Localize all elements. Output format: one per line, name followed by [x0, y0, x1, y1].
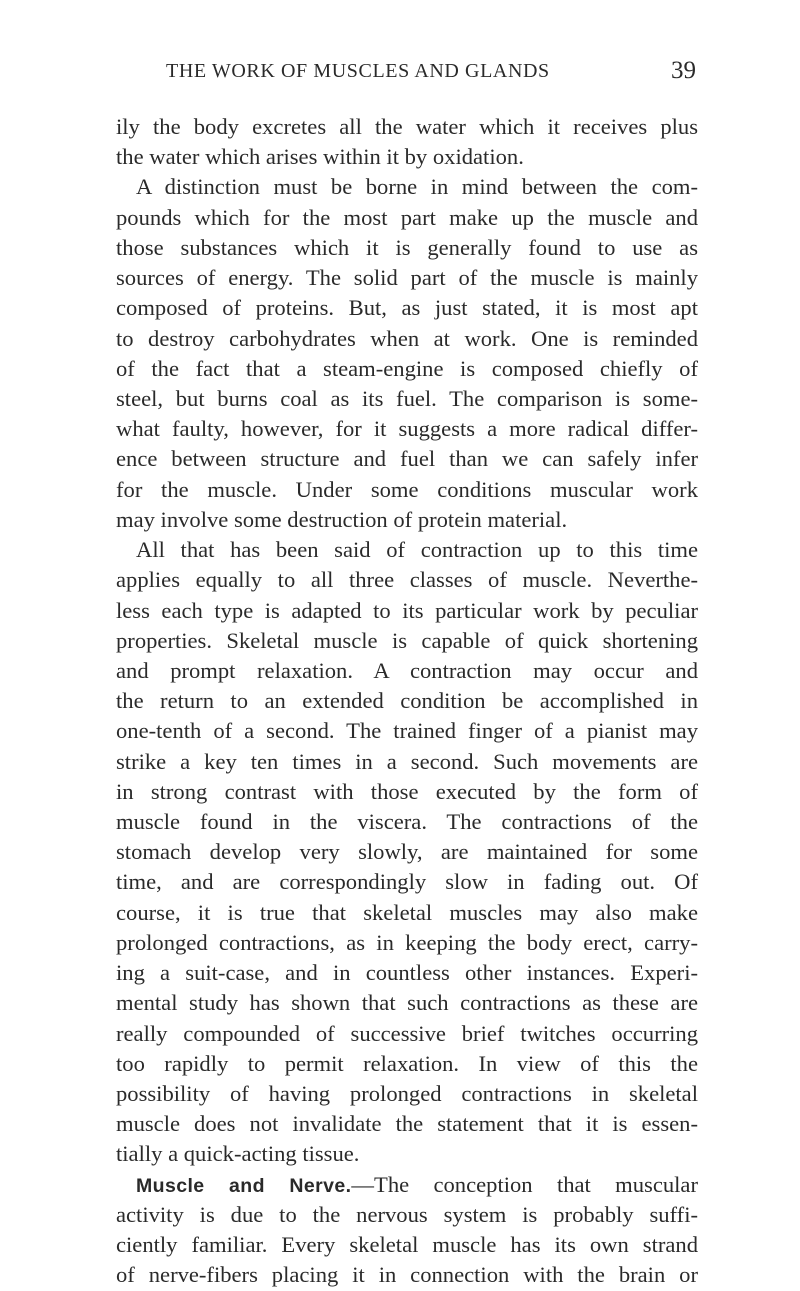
text-line: strike a key ten times in a second. Such movements are	[116, 748, 698, 774]
section-heading: Muscle and Nerve.	[136, 1174, 352, 1197]
text-line: ing a suit-case, and in countless other instances. Experi-	[116, 960, 698, 986]
text-line: time, and are correspondingly slow in fading out. Of	[116, 869, 698, 895]
page-number: 39	[671, 57, 696, 84]
text-line: the water which arises within it by oxidation.	[116, 144, 524, 170]
text-line: steel, but burns coal as its fuel. The comparison is some-	[116, 385, 698, 411]
text-line: prolonged contractions, as in keeping the body erect, carry-	[116, 929, 698, 955]
text-line: less each type is adapted to its particular work by peculiar	[116, 597, 698, 623]
text-line: activity is due to the nervous system is probably suffi-	[116, 1201, 698, 1227]
text-line: muscle found in the viscera. The contractions of the	[116, 809, 698, 835]
text-line: composed of proteins. But, as just stated, it is most apt	[116, 295, 698, 321]
text-line: one-tenth of a second. The trained finger of a pianist may	[116, 718, 698, 744]
text-line: to destroy carbohydrates when at work. One is reminded	[116, 325, 698, 351]
text-line: mental study has shown that such contractions as these are	[116, 990, 698, 1016]
text-line: and prompt relaxation. A contraction may occur and	[116, 657, 698, 683]
text-line: muscle does not invalidate the statement that it is essen-	[116, 1111, 698, 1137]
text-line: course, it is true that skeletal muscles may also make	[116, 899, 698, 925]
text-line: pounds which for the most part make up the muscle and	[116, 204, 698, 230]
running-head	[0, 58, 800, 88]
text-line: A distinction must be borne in mind between the com-	[136, 174, 698, 200]
text-line: what faulty, however, for it suggests a more radical differ-	[116, 416, 698, 442]
text-line: ence between structure and fuel than we can safely infer	[116, 446, 698, 472]
text-line: applies equally to all three classes of muscle. Neverthe-	[116, 567, 698, 593]
text-line: in strong contrast with those executed by the form of	[116, 778, 698, 804]
text-line: the return to an extended condition be accomplished in	[116, 688, 698, 714]
text-line: may involve some destruction of protein material.	[116, 506, 568, 532]
text-line: properties. Skeletal muscle is capable of quick shortening	[116, 627, 698, 653]
text-line: tially a quick-acting tissue.	[116, 1141, 360, 1167]
text-line: those substances which it is generally found to use as	[116, 234, 698, 260]
text-line: stomach develop very slowly, are maintained for some	[116, 839, 698, 865]
text-line: for the muscle. Under some conditions muscular work	[116, 476, 698, 502]
section-first-line-text: —The conception that muscular	[351, 1171, 698, 1197]
body-text	[116, 112, 698, 1291]
running-head-title: THE WORK OF MUSCLES AND GLANDS	[166, 60, 550, 82]
text-line: sources of energy. The solid part of the muscle is mainly	[116, 265, 698, 291]
text-line: All that has been said of contraction up to this time	[136, 537, 698, 563]
section-first-line	[116, 1170, 698, 1200]
text-line: really compounded of successive brief twitches occurring	[116, 1020, 698, 1046]
text-line: ciently familiar. Every skeletal muscle has its own strand	[116, 1232, 698, 1258]
text-line: of nerve-fibers placing it in connection with the brain or	[116, 1262, 698, 1288]
text-line: of the fact that a steam-engine is composed chiefly of	[116, 355, 698, 381]
text-line: too rapidly to permit relaxation. In view of this the	[116, 1050, 698, 1076]
text-line: ily the body excretes all the water which it receives plus	[116, 114, 698, 139]
text-line: possibility of having prolonged contractions in skeletal	[116, 1081, 698, 1106]
